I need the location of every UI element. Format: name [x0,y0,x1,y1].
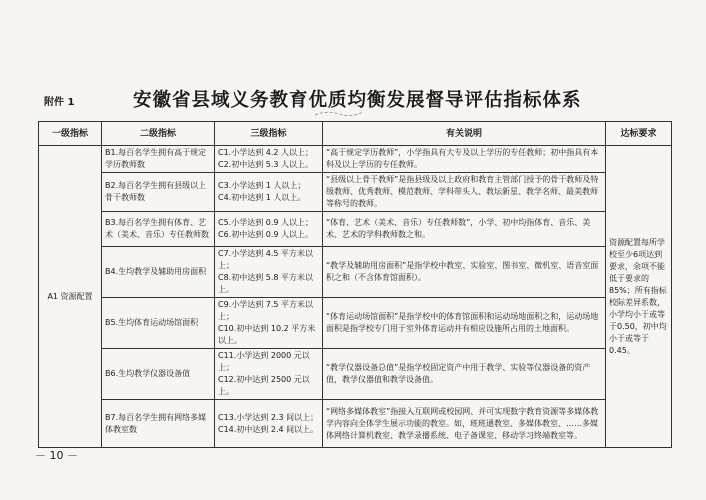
table-header-row [39,122,672,146]
level3-item: C2.初中达到 5.3 人以上。 [218,160,314,169]
header-level2: 二级指标 [102,122,215,146]
level3-item: C3.小学达到 1 人以上； [218,181,306,190]
level3-cell [215,298,323,349]
level2-cell: B7.每百名学生拥有网络多媒体教室数 [102,400,215,448]
level3-cell [215,173,323,212]
level1-cell: A1 资源配置 [39,146,102,448]
level3-item: C9.小学达到 7.5 平方米以上； [218,300,314,321]
level3-cell [215,349,323,400]
header-requirement: 达标要求 [606,122,672,146]
page-title: 安徽省县域义务教育优质均衡发展督导评估指标体系 [133,90,582,111]
header-level3: 三级指标 [215,122,323,146]
table-row [39,247,672,298]
level2-cell: B4.生均教学及辅助用房面积 [102,247,215,298]
level3-cell [215,400,323,448]
level3-item: C6.初中达到 0.9 人以上。 [218,230,314,239]
note-cell: “体育运动场馆面积”是指学校中的体育馆面积和运动场地面积之和，运动场地面积是指学校专门用于室外体育运动并有相应设施所占用的土地面积。 [323,298,606,349]
attachment-label: 附件 1 [44,97,75,108]
level3-cell [215,247,323,298]
table-row [39,146,672,173]
level3-cell [215,212,323,247]
note-cell: “网络多媒体教室”指接入互联网或校园网、并可实现数字教育资源等多媒体教学内容向全体学生展示功能的教室。如，班班通教室、多媒体教室、……多媒体网络计算机教室、教学录播系统、电子备课室、移动学习终端教室等。 [323,400,606,448]
level3-cell [215,146,323,173]
level2-cell: B1.每百名学生拥有高于规定学历教师数 [102,146,215,173]
level3-item: C5.小学达到 0.9 人以上； [218,218,314,227]
note-cell: “教学仪器设备总值”是指学校固定资产中用于教学、实验等仪器设备的资产值，教学仪器值和教学设备值。 [323,349,606,400]
decorative-scribble [313,107,365,119]
note-cell: “高于规定学历教师”，小学指具有大专及以上学历的专任教师；初中指具有本科及以上学历的专任教师。 [323,146,606,173]
header-note: 有关说明 [323,122,606,146]
level3-item: C7.小学达到 4.5 平方米以上； [218,249,314,270]
table-row [39,298,672,349]
level3-item: C4.初中达到 1 人以上。 [218,193,306,202]
table-row [39,212,672,247]
note-cell: “体育、艺术（美术、音乐）专任教师数”，小学、初中均指体育、音乐、美术、艺术的学科教师数之和。 [323,212,606,247]
level3-item: C8.初中达到 5.8 平方米以上。 [218,273,314,294]
level2-cell: B5.生均体育运动场馆面积 [102,298,215,349]
header-level1: 一级指标 [39,122,102,146]
note-cell: “教学及辅助用房面积”是指学校中教室、实验室、图书室、微机室、语音室面积之和（不含体育馆面积）。 [323,247,606,298]
page-number: － 10 － [35,449,78,462]
level2-cell: B2.每百名学生拥有县级以上骨干教师数 [102,173,215,212]
indicator-table [38,121,672,448]
level3-item: C1.小学达到 4.2 人以上； [218,148,314,157]
level3-item: C12.初中达到 2500 元以上。 [218,375,310,396]
level3-item: C10.初中达到 10.2 平方米以上。 [218,324,316,345]
level2-cell: B3.每百名学生拥有体育、艺术（美术、音乐）专任教师数 [102,212,215,247]
note-cell: “县级以上骨干教师”是指县级及以上政府和教育主管部门授予的骨干教师及特级教师、优秀教师、模范教师、学科带头人、教坛新星、教学名师、最美教师等称号的教师。 [323,173,606,212]
level3-item: C11.小学达到 2000 元以上； [218,351,310,372]
level3-item: C14.初中达到 2.4 间以上。 [218,424,319,434]
level2-cell: B6.生均教学仪器设备值 [102,349,215,400]
level3-item: C13.小学达到 2.3 间以上； [218,412,319,422]
table-row [39,349,672,400]
table-row [39,173,672,212]
table-row [39,400,672,448]
requirement-cell: 资源配置每所学校至少6项达到要求，余项不能低于要求的85%；所有指标校际差异系数，小学均小于或等于0.50，初中均小于或等于0.45。 [606,146,672,448]
